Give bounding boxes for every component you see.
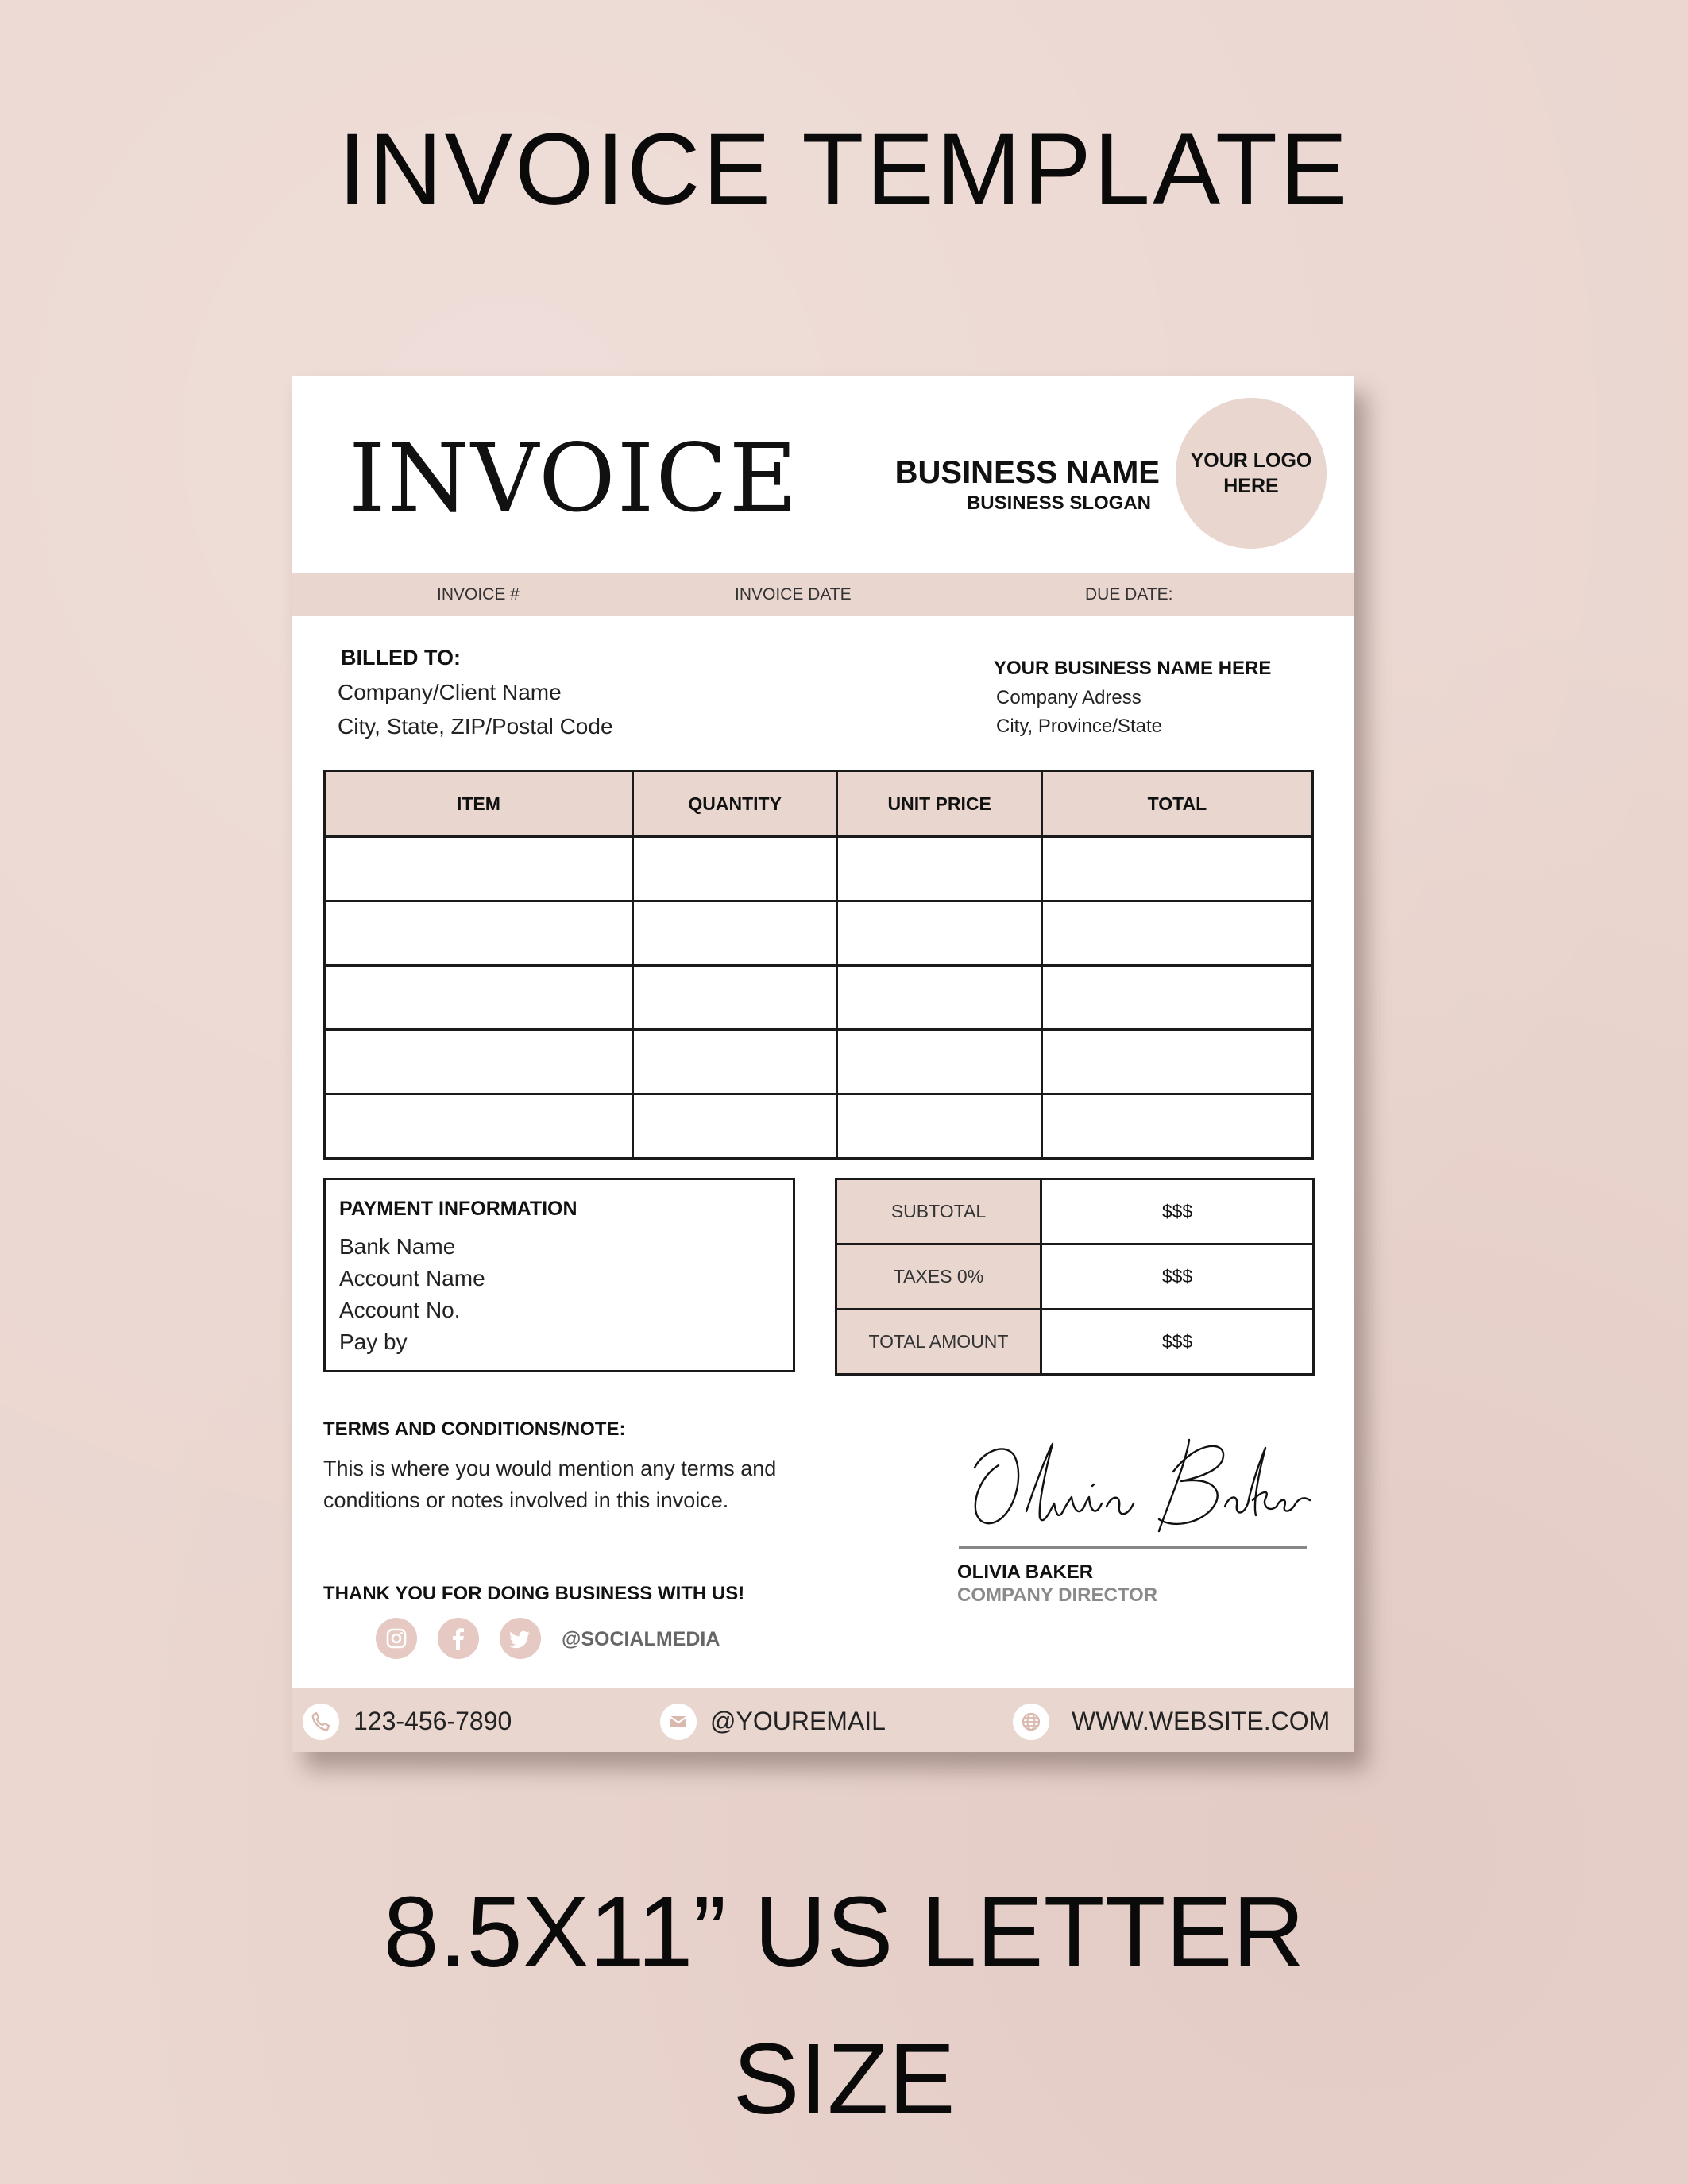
footer-website[interactable]: WWW.WEBSITE.COM (1072, 1707, 1331, 1735)
billed-to-address: City, State, ZIP/Postal Code (338, 714, 613, 739)
business-slogan: BUSINESS SLOGAN (966, 492, 1151, 514)
col-header-total: TOTAL (1041, 771, 1312, 837)
your-business-address: Company Adress (996, 687, 1141, 708)
table-cell[interactable] (1041, 901, 1312, 966)
logo-text-line1: YOUR LOGO (1190, 449, 1312, 472)
signature-image (951, 1424, 1316, 1547)
size-caption-line2: SIZE (732, 2023, 956, 2135)
terms-text: This is where you would mention any terms and conditions or notes involved in this invoice. (323, 1457, 777, 1512)
business-name: BUSINESS NAME (894, 455, 1160, 490)
items-header-row (325, 771, 1313, 837)
table-cell[interactable] (1041, 1094, 1312, 1159)
col-header-quantity: QUANTITY (632, 771, 837, 837)
table-cell[interactable] (325, 1030, 633, 1094)
facebook-icon[interactable] (438, 1618, 479, 1659)
payment-account-no: Account No. (339, 1298, 461, 1322)
payment-info-box (323, 1178, 795, 1372)
table-cell[interactable] (837, 901, 1041, 966)
table-cell[interactable] (632, 837, 837, 901)
table-row (325, 966, 1313, 1030)
table-cell[interactable] (632, 1030, 837, 1094)
logo-text-line2: HERE (1223, 475, 1279, 497)
table-cell[interactable] (325, 837, 633, 901)
email-icon (660, 1704, 697, 1740)
table-row (325, 1094, 1313, 1159)
signer-name: OLIVIA BAKER (957, 1561, 1094, 1583)
total-amount-value[interactable]: $$$ (1041, 1310, 1314, 1375)
table-cell[interactable] (837, 837, 1041, 901)
table-cell[interactable] (632, 966, 837, 1030)
table-row (325, 837, 1313, 901)
taxes-row (836, 1244, 1314, 1310)
total-amount-label: TOTAL AMOUNT (836, 1310, 1041, 1375)
footer-phone[interactable]: 123-456-7890 (353, 1707, 512, 1735)
table-cell[interactable] (632, 1094, 837, 1159)
signature-line (959, 1546, 1307, 1549)
payment-bank-name: Bank Name (339, 1234, 456, 1259)
size-caption-line1: 8.5X11” US LETTER (383, 1876, 1305, 1988)
instagram-icon[interactable] (376, 1618, 417, 1659)
globe-icon (1013, 1704, 1049, 1740)
invoice-number-label: INVOICE # (437, 585, 520, 604)
table-cell[interactable] (325, 1094, 633, 1159)
totals-table (835, 1178, 1315, 1376)
due-date-label: DUE DATE: (1085, 585, 1173, 604)
col-header-item: ITEM (325, 771, 633, 837)
page-title: INVOICE TEMPLATE (338, 113, 1350, 226)
thank-you-note: THANK YOU FOR DOING BUSINESS WITH US! (323, 1583, 745, 1604)
total-amount-row (836, 1310, 1314, 1375)
table-cell[interactable] (837, 1030, 1041, 1094)
table-cell[interactable] (1041, 1030, 1312, 1094)
logo-placeholder (1176, 398, 1327, 549)
payment-account-name: Account Name (339, 1266, 485, 1291)
your-business-city: City, Province/State (996, 716, 1162, 737)
table-cell[interactable] (1041, 837, 1312, 901)
contact-footer (292, 1688, 1354, 1752)
table-cell[interactable] (325, 966, 633, 1030)
invoice-heading: INVOICE (349, 423, 799, 533)
table-cell[interactable] (632, 901, 837, 966)
subtotal-label: SUBTOTAL (836, 1179, 1041, 1244)
payment-pay-by: Pay by (339, 1329, 408, 1354)
items-table (323, 770, 1314, 1160)
footer-email[interactable]: @YOUREMAIL (710, 1707, 886, 1735)
social-handle: @SOCIALMEDIA (562, 1628, 720, 1650)
payment-info-title: PAYMENT INFORMATION (339, 1198, 577, 1220)
twitter-icon[interactable] (500, 1618, 541, 1659)
subtotal-value[interactable]: $$$ (1041, 1179, 1314, 1244)
invoice-meta-band (292, 573, 1354, 616)
taxes-label: TAXES 0% (836, 1244, 1041, 1310)
table-cell[interactable] (837, 966, 1041, 1030)
table-row (325, 901, 1313, 966)
billed-to-title: BILLED TO: (341, 646, 461, 669)
your-business-title: YOUR BUSINESS NAME HERE (994, 658, 1272, 679)
table-cell[interactable] (837, 1094, 1041, 1159)
subtotal-row (836, 1179, 1314, 1244)
phone-icon (303, 1704, 339, 1740)
invoice-date-label: INVOICE DATE (735, 585, 852, 604)
col-header-unit-price: UNIT PRICE (837, 771, 1041, 837)
table-cell[interactable] (325, 901, 633, 966)
billed-to-company: Company/Client Name (338, 680, 562, 704)
taxes-value[interactable]: $$$ (1041, 1244, 1314, 1310)
terms-title: TERMS AND CONDITIONS/NOTE: (323, 1418, 626, 1440)
table-cell[interactable] (1041, 966, 1312, 1030)
signer-role: COMPANY DIRECTOR (957, 1584, 1158, 1606)
invoice-sheet (292, 376, 1354, 1752)
table-row (325, 1030, 1313, 1094)
